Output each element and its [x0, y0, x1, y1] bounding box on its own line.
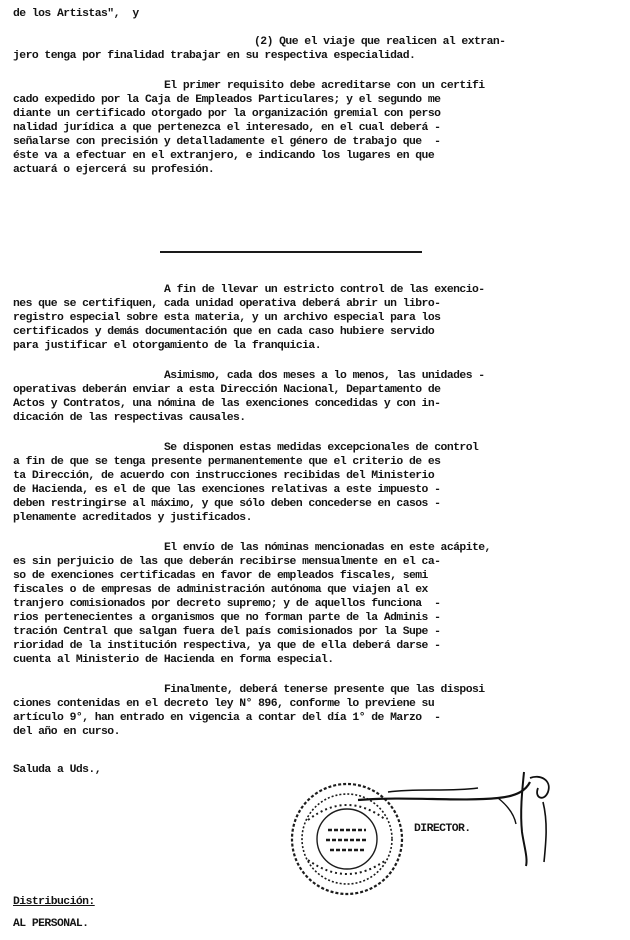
text-line: plenamente acreditados y justificados. — [13, 512, 252, 524]
text-line: certificados y demás documentación que en cada caso hubiere servido — [13, 326, 435, 338]
text-line: ciones contenidas en el decreto ley N° 896, conforme lo previene su — [13, 698, 435, 710]
text-line: El envío de las nóminas mencionadas en este acápite, — [164, 542, 491, 554]
text-line: dicación de las respectivas causales. — [13, 412, 246, 424]
distribution-heading: Distribución: — [13, 896, 95, 908]
text-line: ta Dirección, de acuerdo con instrucciones recibidas del Ministerio — [13, 470, 435, 482]
text-line: rioridad de la institución respectiva, ya que de ella deberá darse - — [13, 640, 441, 652]
text-line: (2) Que el viaje que realicen al extran- — [254, 36, 506, 48]
text-line: nalidad jurídica a que pertenezca el interesado, en el cual deberá - — [13, 122, 441, 134]
text-line: operativas deberán enviar a esta Dirección Nacional, Departamento de — [13, 384, 441, 396]
text-line: so de exenciones certificadas en favor de empleados fiscales, semi — [13, 570, 428, 582]
text-line: a fin de que se tenga presente permanentemente que el criterio de es — [13, 456, 441, 468]
text-line: El primer requisito debe acreditarse con un certifi — [164, 80, 485, 92]
text-line: nes que se certifiquen, cada unidad operativa deberá abrir un libro- — [13, 298, 441, 310]
text-line: Se disponen estas medidas excepcionales de control — [164, 442, 479, 454]
text-line: de los Artistas", y — [13, 8, 139, 20]
horizontal-rule — [160, 251, 422, 253]
text-line: fiscales o de empresas de administración autónoma que viajen al ex — [13, 584, 428, 596]
text-line: es sin perjuicio de las que deberán recibirse mensualmente en el ca- — [13, 556, 441, 568]
signatory-title: DIRECTOR. — [414, 823, 471, 835]
text-line: tración Central que salgan fuera del país comisionados por la Supe - — [13, 626, 441, 638]
text-line: Actos y Contratos, una nómina de las exenciones concedidas y con in- — [13, 398, 441, 410]
text-line: jero tenga por finalidad trabajar en su respectiva especialidad. — [13, 50, 416, 62]
text-line: para justificar el otorgamiento de la franquicia. — [13, 340, 321, 352]
closing-salutation: Saluda a Uds., — [13, 764, 101, 776]
text-line: actuará o ejercerá su profesión. — [13, 164, 215, 176]
text-line: A fin de llevar un estricto control de las exencio- — [164, 284, 485, 296]
text-line: de Hacienda, es el de que las exenciones relativas a este impuesto - — [13, 484, 441, 496]
text-line: rios pertenecientes a organismos que no forman parte de la Adminis - — [13, 612, 441, 624]
text-line: deben restringirse al máximo, y que sólo deben concederse en casos - — [13, 498, 441, 510]
text-line: cuenta al Ministerio de Hacienda en forma especial. — [13, 654, 334, 666]
text-line: Finalmente, deberá tenerse presente que las disposi — [164, 684, 485, 696]
text-line: artículo 9°, han entrado en vigencia a contar del día 1° de Marzo - — [13, 712, 441, 724]
text-line: diante un certificado otorgado por la organización gremial con perso — [13, 108, 441, 120]
text-line: éste va a efectuar en el extranjero, e indicando los lugares en que — [13, 150, 435, 162]
text-line: registro especial sobre esta materia, y un archivo especial para los — [13, 312, 441, 324]
text-line: del año en curso. — [13, 726, 120, 738]
handwritten-signature — [348, 762, 568, 872]
text-line: Asimismo, cada dos meses a lo menos, las unidades - — [164, 370, 485, 382]
text-line: tranjero comisionados por decreto supremo; y de aquellos funciona - — [13, 598, 441, 610]
text-line: cado expedido por la Caja de Empleados Particulares; y el segundo me — [13, 94, 441, 106]
distribution-recipient: AL PERSONAL. — [13, 918, 89, 930]
text-line: señalarse con precisión y detalladamente el género de trabajo que - — [13, 136, 441, 148]
